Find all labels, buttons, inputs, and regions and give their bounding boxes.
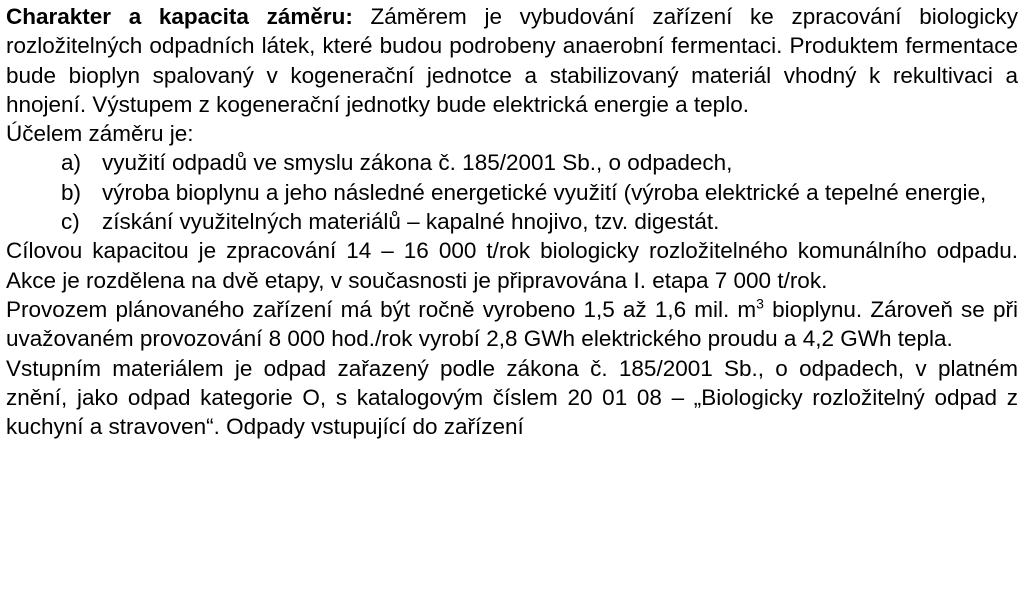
paragraph-production	[6, 295, 1018, 354]
document-page	[6, 2, 1018, 441]
paragraph-target-capacity: Cílovou kapacitou je zpracování 14 – 16 000 t/rok biologicky rozložitelného komunálního odpadu. Akce je rozdělena na dvě etapy, v současnosti je připravována I. etapa 7 000 t/rok.	[6, 238, 1018, 293]
list-item	[6, 207, 1018, 236]
purpose-heading: Účelem záměru je:	[6, 121, 194, 147]
paragraph-text: bioplynu. Zároveň se při uvažovaném provozování 8 000 hod./rok vyrobí 2,8 GWh elektrického proudu a 4,2 GWh tepla.	[6, 296, 1018, 352]
list-item-text: využití odpadů ve smyslu zákona č. 185/2001 Sb., o odpadech,	[102, 150, 733, 176]
paragraph-text: Záměrem je vybudování zařízení ke zpracování biologicky rozložitelných odpadních látek, které budou podrobeny anaerobní fermentaci. Produktem fermentace bude bioplyn spalovaný v kogenerační jednotce a stabilizovaný materiál vhodný k rekultivaci a hnojení. Výstupem z kogenerační jednotky bude elektrická energie a teplo.	[6, 4, 1018, 117]
list-item-text: získání využitelných materiálů – kapalné hnojivo, tzv. digestát.	[102, 209, 720, 235]
paragraph-input-material: Vstupním materiálem je odpad zařazený podle zákona č. 185/2001 Sb., o odpadech, v platném znění, jako odpad kategorie O, s katalogovým číslem 20 01 08 – „Biologicky rozložitelný odpad z kuchyní a stravoven“. Odpady vstupující do zařízení	[6, 355, 1018, 440]
superscript: 3	[756, 295, 764, 312]
list-marker: b)	[61, 179, 82, 205]
section-label: Charakter a kapacita záměru:	[6, 4, 353, 29]
paragraph-character-capacity	[6, 2, 1018, 119]
list-item	[6, 148, 1018, 177]
list-item	[6, 178, 1018, 207]
list-marker: a)	[61, 150, 82, 176]
paragraph-text: Provozem plánovaného zařízení má být ročně vyrobeno 1,5 až 1,6 mil. m	[6, 296, 757, 322]
list-marker: c)	[61, 209, 80, 235]
purpose-list	[6, 148, 1018, 236]
list-item-text: výroba bioplynu a jeho následné energetické využití (výroba elektrické a tepelné energie,	[102, 179, 987, 205]
